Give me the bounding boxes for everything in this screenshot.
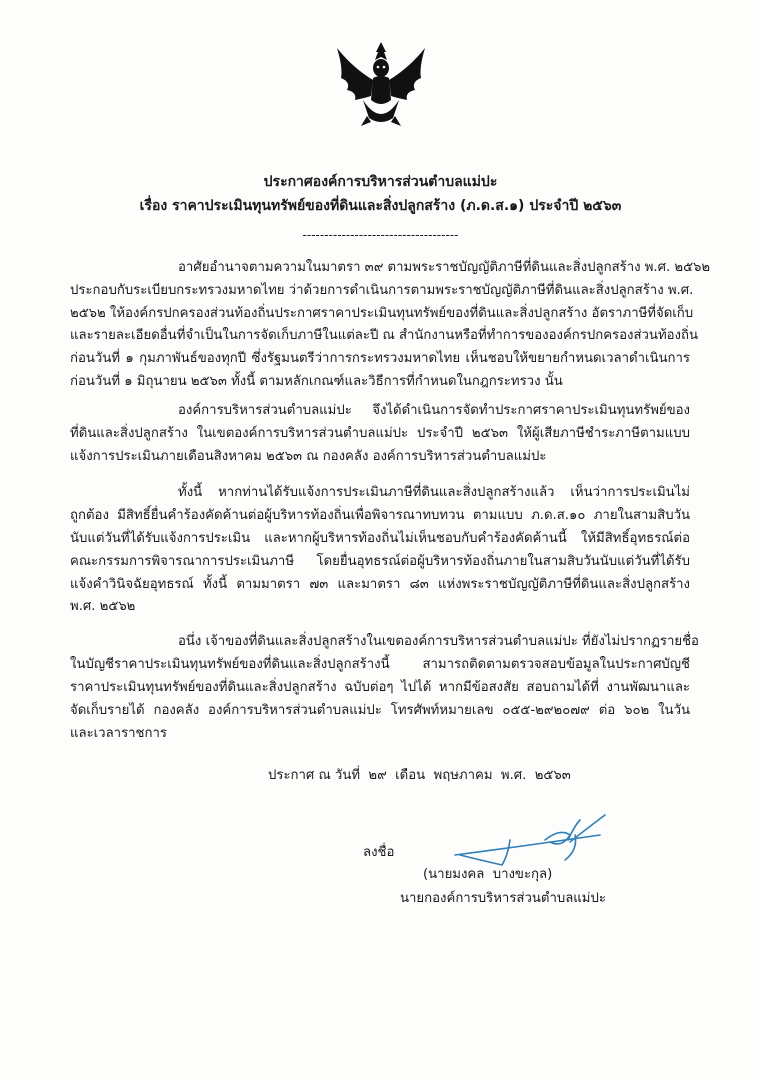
announcement-date: ประกาศ ณ วันที่ ๒๙ เดือน พฤษภาคม พ.ศ. ๒๕๖๓ [268,768,571,783]
text-line: จัดเก็บรายได้ กองคลัง องค์การบริหารส่วนตำบลแม่ปะ โทรศัพท์หมายเลข ๐๕๕-๒๙๒๐๗๙ ต่อ ๖๐๒ ในวัน [70,703,690,718]
text-line: นับแต่วันที่ได้รับแจ้งการประเมิน และหากผู้บริหารท้องถิ่นไม่เห็นชอบกับคำร้องคัดค้านนี้ ให้มีสิทธิ์อุทธรณ์ต่อ [70,531,690,546]
sign-label: ลงชื่อ [363,845,395,860]
text-line: ในบัญชีราคาประเมินทุนทรัพย์ของที่ดินและสิ่งปลูกสร้างนี้ สามารถติดตามตรวจสอบข้อมูลในประกาศบัญชี [70,657,690,672]
text-line: ถูกต้อง มีสิทธิ์ยื่นคำร้องคัดค้านต่อผู้บริหารท้องถิ่นเพื่อพิจารณาทบทวน ตามแบบ ภ.ด.ส.๑๐ ภายในสามสิบวัน [70,508,690,523]
text-line: อาศัยอำนาจตามความในมาตรา ๓๙ ตามพระราชบัญญัติภาษีที่ดินและสิ่งปลูกสร้าง พ.ศ. ๒๕๖๒ [178,260,711,275]
signature-icon [450,810,610,870]
text-line: และรายละเอียดอื่นที่จำเป็นในการจัดเก็บภาษีในแต่ละปี ณ สำนักงานหรือที่ทำการขององค์กรปกครองส่วนท้องถิ่น [70,328,698,343]
text-line: ก่อนวันที่ ๑ กุมภาพันธ์ของทุกปี ซึ่งรัฐมนตรีว่าการกระทรวงมหาดไทย เห็นชอบให้ขยายกำหนดเวลาดำเนินการ [70,351,690,366]
separator: ------------------------------------ [302,228,459,242]
text-line: ราคาประเมินทุนทรัพย์ของที่ดินและสิ่งปลูกสร้าง ฉบับต่อๆ ไปได้ หากมีข้อสงสัย สอบถามได้ที่ งานพัฒนาและ [70,680,690,695]
text-line: แจ้งคำวินิจฉัยอุทธรณ์ ทั้งนี้ ตามมาตรา ๗๓ และมาตรา ๘๓ แห่งพระราชบัญญัติภาษีที่ดินและสิ่งปลูกสร้าง [70,577,690,592]
text-line: ประกอบกับระเบียบกระทรวงมหาดไทย ว่าด้วยการดำเนินการตามพระราชบัญญัติภาษีที่ดินและสิ่งปลูกสร้าง พ.ศ. [70,283,694,298]
text-line: ๒๕๖๒ ให้องค์กรปกครองส่วนท้องถิ่นประกาศราคาประเมินทุนทรัพย์ของที่ดินและสิ่งปลูกสร้าง อัตราภาษีที่จัดเก็บ [70,306,694,321]
text-line: ที่ดินและสิ่งปลูกสร้าง ในเขตองค์การบริหารส่วนตำบลแม่ปะ ประจำปี ๒๕๖๓ ให้ผู้เสียภาษีชำระภาษีตามแบบ [70,426,690,441]
announcement-subject: เรื่อง ราคาประเมินทุนทรัพย์ของที่ดินและสิ่งปลูกสร้าง (ภ.ด.ส.๑) ประจำปี ๒๕๖๓ [139,198,622,214]
text-line: ทั้งนี้ หากท่านได้รับแจ้งการประเมินภาษีที่ดินและสิ่งปลูกสร้างแล้ว เห็นว่าการประเมินไม่ [178,485,690,500]
text-line: องค์การบริหารส่วนตำบลแม่ปะ จึงได้ดำเนินการจัดทำประกาศราคาประเมินทุนทรัพย์ของ [178,403,690,418]
text-line: แจ้งการประเมินภายเดือนสิงหาคม ๒๕๖๓ ณ กองคลัง องค์การบริหารส่วนตำบลแม่ปะ [70,449,547,464]
text-line: อนึ่ง เจ้าของที่ดินและสิ่งปลูกสร้างในเขตองค์การบริหารส่วนตำบลแม่ปะ ที่ยังไม่ปรากฏรายชื่อ [178,634,699,649]
text-line: พ.ศ. ๒๕๖๒ [70,599,136,614]
garuda-emblem-icon [333,38,429,128]
text-line: ก่อนวันที่ ๑ มิถุนายน ๒๕๖๓ ทั้งนี้ ตามหลักเกณฑ์และวิธีการที่กำหนดในกฎกระทรวง นั้น [70,374,563,389]
text-line: คณะกรรมการพิจารณาการประเมินภาษี โดยยื่นอุทธรณ์ต่อผู้บริหารท้องถิ่นภายในสามสิบวันนับแต่วันที่ได้รับ [70,554,690,569]
signer-name: (นายมงคล บางขะกุล) [423,867,553,882]
announcement-title: ประกาศองค์การบริหารส่วนตำบลแม่ปะ [263,174,498,190]
signer-title: นายกองค์การบริหารส่วนตำบลแม่ปะ [400,891,606,906]
text-line: และเวลาราชการ [70,726,167,741]
